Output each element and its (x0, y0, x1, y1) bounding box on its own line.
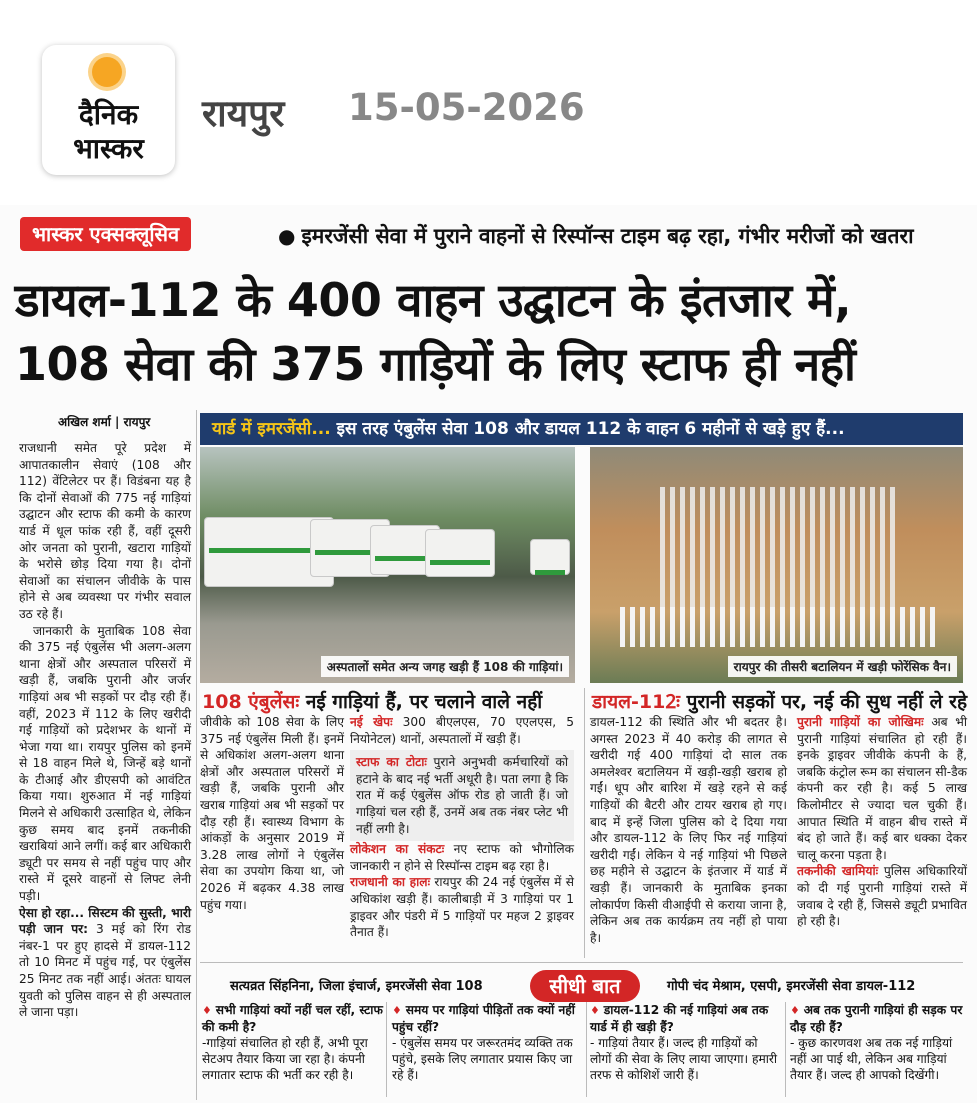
photo-caption: अस्पतालों समेत अन्य जगह खड़ी हैं 108 की गाड़ियां। (321, 656, 569, 677)
headline-line2: 108 सेवा की 375 गाड़ियों के लिए स्टाफ ही नहीं (15, 337, 856, 391)
paragraph-text: 300 बीएलएस, 70 एएलएस, 5 नियोनेटल) थानों, अस्पतालों में खड़ी हैं। (350, 715, 574, 746)
answer: - गाड़ियां तैयार हैं। जल्द ही गाड़ियों को लोगों की सेवा के लिए लाया जाएगा। हमारी तरफ से कोशिशें जारी हैं। (590, 1036, 778, 1082)
section-label: डायल-112ः (592, 691, 681, 713)
paragraph (19, 905, 191, 1021)
paragraph (350, 841, 574, 874)
exclusive-tag: भास्कर एक्सक्लूसिव (20, 217, 191, 251)
logo-text-line1: दैनिक (78, 98, 139, 131)
kicker-line (278, 222, 914, 250)
paragraph-text: अब भी पुरानी गाड़ियां संचालित हो रही हैं। इनके ड्राइवर जीवीके कंपनी के हैं, जबकि कंट्रोल रूम का संचालन सी-डैक कंपनी कर रही है। कई 5 लाख किलोमीटर से ज्यादा चल चुकी हैं। आपात स्थिति में वाहन बीच रास्ते में बंद हो जाते हैं। कई बार धक्का देकर चालू करना पड़ता है। (797, 715, 967, 862)
qa-item (392, 1002, 582, 1083)
paragraph: राजधानी समेत पूरे प्रदेश में आपातकालीन सेवाएं (108 और 112) वेंटिलेटर पर हैं। विडंबना यह है कि दोनों सेवाओं की 775 नई गाड़ियां उद्घाटन और स्टाफ की कमी के कारण यार्ड में धूल फांक रही हैं, वहीं दूसरी ओर जनता को पुरानी, खटारा गाड़ियों के भरोसे छोड़ दिया गया है। दोनों सेवाओं का संचालन जीवीके के पास होने से अब व्यवस्था पर गंभीर सवाल उठ रहे हैं। (19, 441, 191, 621)
question: ♦ सभी गाड़ियां क्यों नहीं चल रहीं, स्टाफ की कमी है? (202, 1002, 384, 1035)
ambulance-photo[interactable] (200, 447, 575, 683)
column-divider (586, 1002, 587, 1097)
question: ♦ समय पर गाड़ियां पीड़ितों तक क्यों नहीं पहुंच रहीं? (392, 1002, 582, 1035)
subhead: लोकेशन का संकटः (350, 842, 445, 857)
subhead: तकनीकी खामियांः (797, 864, 879, 879)
section-heading-112 (592, 688, 967, 714)
photo-caption: रायपुर की तीसरी बटालियन में खड़ी फोरेंसिक वैन। (728, 656, 957, 677)
edition-city: रायपुर (202, 92, 285, 135)
question: ♦ अब तक पुरानी गाड़ियां ही सड़क पर दौड़ रही हैं? (790, 1002, 965, 1035)
paragraph (350, 714, 574, 747)
yard-aerial-photo[interactable] (590, 447, 963, 683)
paragraph (797, 714, 967, 863)
column-divider (785, 1002, 786, 1097)
paragraph: डायल-112 की स्थिति और भी बदतर है। अगस्त 2023 में 40 करोड़ की लागत से खरीदी गई 400 गाड़ियां दो साल तक अमलेश्वर बटालियन में खड़ी-खड़ी खराब हो गईं। धूप और बारिश में खड़े रहने से कई गाड़ियों की बैटरी और टायर खराब हो गए। बाद में इन्हें जिला पुलिस को दे दिया गया और डायल-112 के लिए फिर नई गाड़ियां खरीदी गईं। लेकिन ये नई गाड़ियां भी पिछले छह महीने से उद्घाटन के इंतजार में यार्ड में खड़ी हैं। जानकारी के मुताबिक इनका लोकार्पण किसी वीआईपी से कराया जाना है, लेकिन अब तक कार्यक्रम तय नहीं हो पाया है। (590, 715, 787, 945)
paragraph-text: रायपुर की 24 नई एंबुलेंस में से अधिकांश खड़ी हैं। कालीबाड़ी में 3 गाड़ियां पर 1 ड्राइवर और पंडरी में 5 गाड़ियों पर महज 2 ड्राइवर तैनात हैं। (350, 875, 574, 940)
article-column-108-b (350, 714, 574, 941)
byline: अखिल शर्मा | रायपुर (58, 415, 151, 429)
banner-text: इस तरह एंबुलेंस सेवा 108 और डायल 112 के वाहन 6 महीनों से खड़े हुए हैं... (330, 419, 845, 439)
qa-item (202, 1002, 384, 1083)
qa-item (790, 1002, 965, 1083)
photo-banner (200, 413, 963, 445)
subhead: स्टाफ का टोटाः (356, 755, 427, 770)
subhead: राजधानी का हालः (350, 875, 431, 890)
sidhi-baat-badge: सीधी बात (530, 970, 640, 1002)
section-title: पुरानी सड़कों पर, नई की सुध नहीं ले रहे (680, 691, 968, 713)
ambulance-shape (530, 539, 570, 575)
paragraph-text: 3 मई को रिंग रोड नंबर-1 पर हुए हादसे में डायल-112 तो 10 मिनट में पहुंच गई, पर एंबुलेंस 25 मिनट तक नहीं आई। अंततः घायल युवती को पुलिस वाहन से ही अस्पताल ले जाना पड़ा। (19, 922, 191, 1020)
answer: - एंबुलेंस समय पर जरूरतमंद व्यक्ति तक पहुंचे, इसके लिए लगातार प्रयास किए जा रहे हैं। (392, 1036, 573, 1082)
column-divider (386, 1002, 387, 1097)
article-column-112-a (590, 714, 787, 946)
question: ♦ डायल-112 की नई गाड़ियां अब तक यार्ड में ही खड़ी हैं? (590, 1002, 780, 1035)
paragraph (797, 863, 967, 929)
article-column-1 (19, 440, 191, 1021)
answer: - कुछ कारणवश अब तक नई गाड़ियां नहीं आ पाई थी, लेकिन अब गाड़ियां तैयार हैं। जल्द ही आपको दिखेंगी। (790, 1036, 953, 1082)
highlight-box (350, 750, 574, 841)
ambulance-shape (425, 529, 495, 577)
headline-line1: डायल-112 के 400 वाहन उद्घाटन के इंतजार में, (15, 273, 852, 327)
article-column-108-a (200, 714, 344, 913)
section-heading-108 (202, 688, 542, 714)
article-column-112-b (797, 714, 967, 930)
paragraph-text: पुलिस अधिकारियों को दी गई पुरानी गाड़ियां रास्ते में जवाब दे रही हैं, जिससे ड्यूटी प्रभावित हो रही है। (797, 864, 967, 929)
interviewee-112: गोपी चंद मेश्राम, एसपी, इमरजेंसी सेवा डायल-112 (667, 979, 916, 994)
paragraph: जानकारी के मुताबिक 108 सेवा की 375 नई एंबुलेंस भी अलग-अलग थाना क्षेत्रों और अस्पताल परिसरों में खड़ी हैं, जबकि पुरानी और जर्जर गाड़ियां अब भी सड़कों पर दौड़ रही हैं। वहीं, 2023 में 112 के लिए खरीदी गई गाड़ियों को प्रदेशभर के थानों में भेजा गया था। रायपुर पुलिस को इनमें से 18 वाहन मिले थे, जिन्हें बड़े थानों के टीआई और डीएसपी को आवंटित किया गया। शुरुआत में नई गाड़ियां मिलने से अधिकारी उत्साहित थे, लेकिन कुछ समय बाद इनमें तकनीकी खराबियां आने लगीं। कई बार अधिकारी ड्यूटी पर समय से नहीं पहुंच पाए और रास्ते में दूसरे वाहनों से लिफ्ट लेनी पड़ी। (19, 623, 191, 904)
subhead: नई खेपः (350, 715, 393, 729)
logo-text-line2: भास्कर (73, 132, 144, 165)
section-label: 108 एंबुलेंसः (202, 691, 300, 713)
paragraph-text: नए स्टाफ को भौगोलिक जानकारी न होने से रिस्पॉन्स टाइम बढ़ रहा है। (350, 842, 574, 873)
answer: -गाड़ियां संचालित हो रही हैं, अभी पूरा सेटअप तैयार किया जा रहा है। कंपनी लगातार स्टाफ की भर्ती कर रही है। (202, 1036, 368, 1082)
subhead: ऐसा हो रहा... सिस्टम की सुस्ती, भारी पड़ी जान पर: (19, 905, 191, 937)
paragraph-text: पुराने अनुभवी कर्मचारियों को हटाने के बाद नई भर्ती अधूरी है। पता लगा है कि रात में कई एंबुलेंस ऑफ रोड हो जाती हैं। जो गाड़ियां चल रही हैं, उनमें अब तक नंबर प्लेट भी नहीं लगी है। (356, 755, 568, 836)
sun-icon (92, 57, 122, 87)
paragraph: जीवीके को 108 सेवा के लिए 375 नई एंबुलेंस मिली हैं। इनमें से अधिकांश अलग-अलग थाना क्षेत्रों और अस्पताल परिसरों में खड़ी हैं, जबकि पुरानी और खराब गाड़ियां अब भी सड़कों पर दौड़ रही हैं। स्वास्थ्य विभाग के आंकड़ों के अनुसार 2019 में 3.28 लाख लोगों ने एंबुलेंस सेवा का उपयोग किया था, जो 2026 में बढ़कर 4.38 लाख पहुंच गया। (200, 715, 344, 912)
bullet-icon: ● (278, 224, 296, 248)
subhead: पुरानी गाड़ियों का जोखिमः (797, 715, 924, 729)
column-divider (196, 410, 197, 1100)
kicker-text: इमरजेंसी सेवा में पुराने वाहनों से रिस्पॉन्स टाइम बढ़ रहा, गंभीर मरीजों को खतरा (301, 224, 914, 248)
section-title: नई गाड़ियां हैं, पर चलाने वाले नहीं (299, 691, 543, 713)
dainik-bhaskar-logo[interactable] (42, 45, 175, 175)
qa-item (590, 1002, 780, 1083)
banner-label: यार्ड में इमरजेंसी... (212, 419, 331, 439)
edition-date: 15-05-2026 (348, 86, 585, 129)
app-header (0, 0, 977, 200)
column-divider (584, 688, 585, 958)
parked-vehicles (660, 487, 900, 627)
paragraph (350, 874, 574, 940)
parked-vehicles (620, 607, 940, 647)
interviewee-108: सत्यव्रत सिंहनिना, जिला इंचार्ज, इमरजेंसी सेवा 108 (230, 979, 483, 994)
